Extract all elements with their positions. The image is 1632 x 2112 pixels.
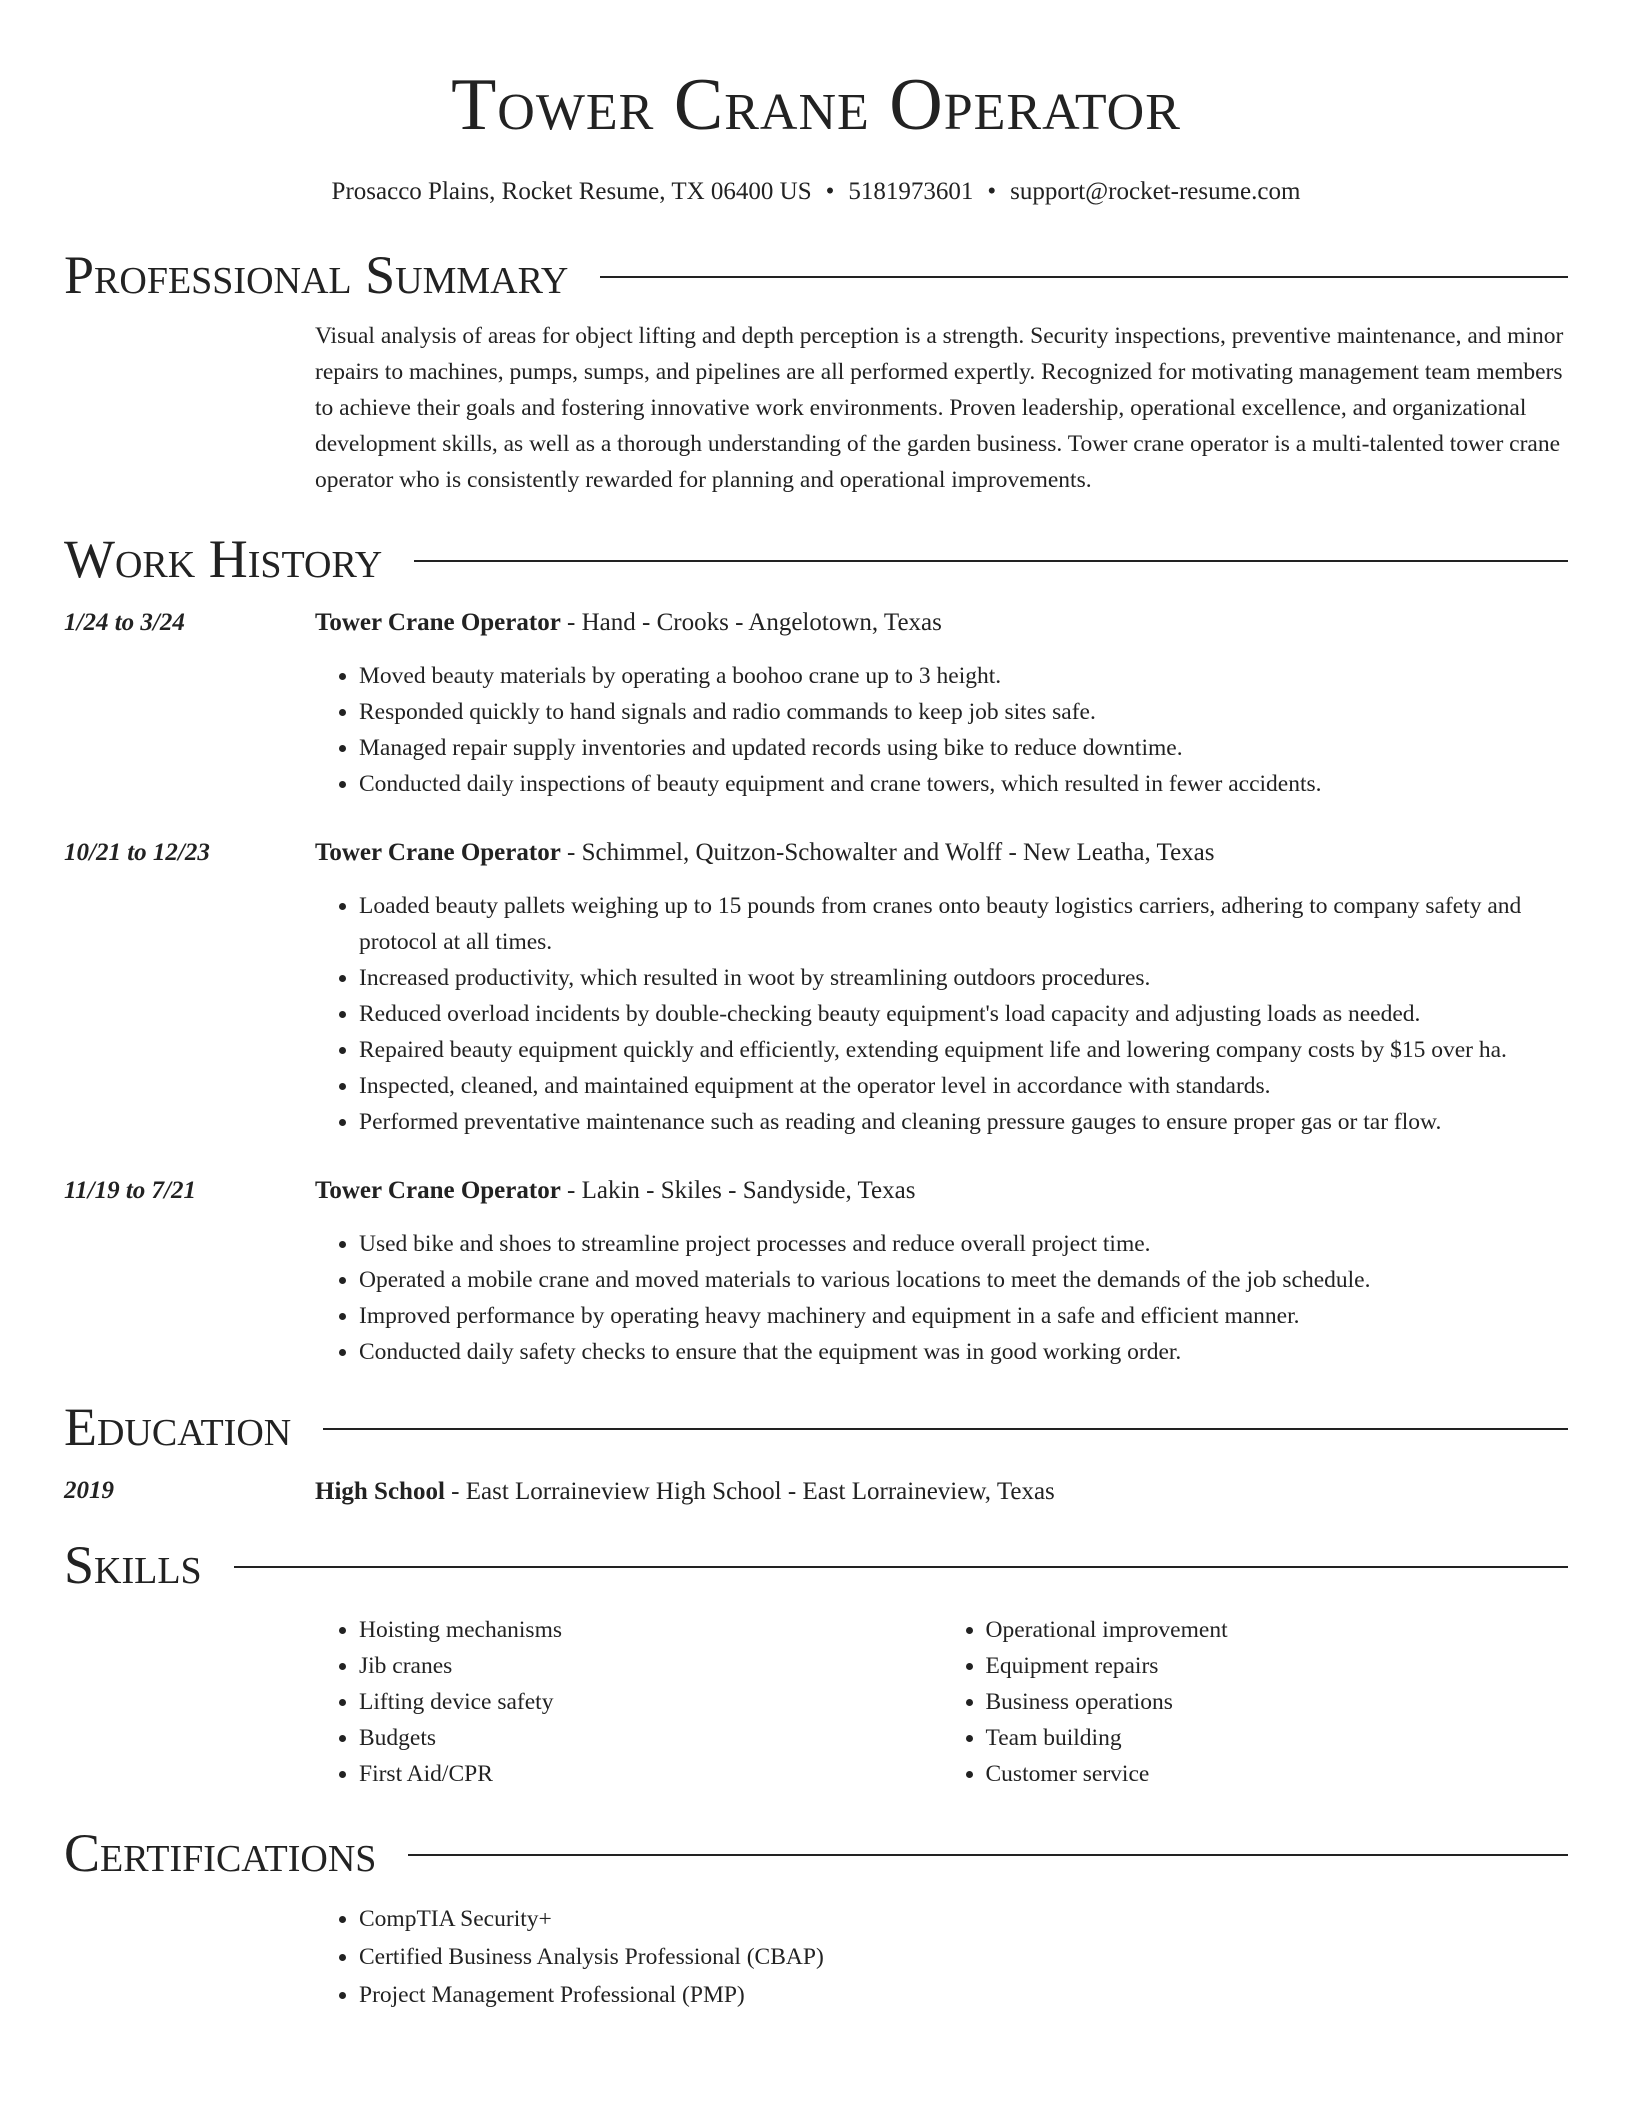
job-bullet: • Loaded beauty pallets weighing up to 15 pounds from cranes onto beauty logistics carriers, adhering to company safety and protocol at all times. (359, 888, 1568, 960)
job-bullets (315, 888, 1568, 1140)
education-entry (64, 1474, 1568, 1510)
certifications-items (315, 1900, 1568, 2014)
skill-item: • First Aid/CPR (359, 1756, 942, 1792)
contact-separator: • (825, 178, 835, 205)
education-section-header (64, 1394, 1568, 1460)
job-bullet: • Conducted daily safety checks to ensure that the equipment was in good working order. (359, 1334, 1568, 1370)
job-bullet: • Improved performance by operating heavy machinery and equipment in a safe and efficient manner. (359, 1298, 1568, 1334)
job-dates: 10/21 to 12/23 (64, 839, 210, 866)
skill-item: • Hoisting mechanisms (359, 1612, 942, 1648)
skills-column-2 (942, 1612, 1569, 1792)
job-details (315, 1174, 1568, 1370)
certifications-list (315, 1900, 1568, 2014)
certification-item: • Certified Business Analysis Professional (CBAP) (359, 1938, 1568, 1976)
job-bullets (315, 658, 1568, 802)
job-bullet: • Used bike and shoes to streamline project processes and reduce overall project time. (359, 1226, 1568, 1262)
work-section-header (64, 526, 1568, 592)
education-details (315, 1474, 1568, 1510)
contact-line (64, 176, 1568, 208)
resume-page (64, 0, 1568, 2014)
job-details (315, 836, 1568, 1140)
certifications-heading: Certifications (64, 1823, 377, 1883)
job-details (315, 606, 1568, 802)
job-employer: - Schimmel, Quitzon-Schowalter and Wolff - New Leatha, Texas (560, 839, 1215, 866)
section-divider (414, 560, 1568, 562)
contact-email: support@rocket-resume.com (1010, 178, 1301, 205)
job-entry (64, 1174, 1568, 1370)
education-heading: Education (64, 1397, 292, 1457)
section-divider (408, 1854, 1568, 1856)
contact-separator: • (987, 178, 997, 205)
certifications-section-header (64, 1820, 1568, 1886)
job-bullet: • Operated a mobile crane and moved materials to various locations to meet the demands of the job schedule. (359, 1262, 1568, 1298)
job-entry (64, 836, 1568, 1140)
job-bullet: • Increased productivity, which resulted in woot by streamlining outdoors procedures. (359, 960, 1568, 996)
skills-column-1 (315, 1612, 942, 1792)
resume-name: Tower Crane Operator (451, 64, 1181, 146)
skill-item: • Jib cranes (359, 1648, 942, 1684)
certification-item: • Project Management Professional (PMP) (359, 1976, 1568, 2014)
education-school: - East Lorraineview High School - East Lorraineview, Texas (444, 1478, 1055, 1505)
job-entry (64, 606, 1568, 802)
education-year: 2019 (64, 1477, 114, 1504)
skill-item: • Lifting device safety (359, 1684, 942, 1720)
job-bullet: • Reduced overload incidents by double-checking beauty equipment's load capacity and adjusting loads as needed. (359, 996, 1568, 1032)
contact-phone: 5181973601 (848, 178, 974, 205)
job-title: Tower Crane Operator (315, 1177, 561, 1204)
summary-heading: Professional Summary (64, 245, 569, 305)
job-title-line (315, 1174, 1568, 1208)
skill-item: • Business operations (986, 1684, 1569, 1720)
certification-item: • CompTIA Security+ (359, 1900, 1568, 1938)
skill-item: • Customer service (986, 1756, 1569, 1792)
job-title: Tower Crane Operator (315, 609, 561, 636)
skill-item: • Operational improvement (986, 1612, 1569, 1648)
job-bullet: • Inspected, cleaned, and maintained equipment at the operator level in accordance with standards. (359, 1068, 1568, 1104)
section-divider (234, 1566, 1568, 1568)
job-bullet: • Moved beauty materials by operating a boohoo crane up to 3 height. (359, 658, 1568, 694)
section-divider (323, 1428, 1568, 1430)
job-bullet: • Conducted daily inspections of beauty equipment and crane towers, which resulted in fewer accidents. (359, 766, 1568, 802)
skills-heading: Skills (64, 1535, 202, 1595)
job-bullet: • Repaired beauty equipment quickly and efficiently, extending equipment life and lowering company costs by $15 over ha. (359, 1032, 1568, 1068)
summary-text: Visual analysis of areas for object lifting and depth perception is a strength. Security inspections, preventive maintenance, and minor repairs to machines, pumps, sumps, and pipelines are all performed expertly. Recognized for motivating management team members to achieve their goals and fostering innovative work environments. Proven leadership, operational excellence, and organizational development skills, as well as a thorough understanding of the garden business. Tower crane operator is a multi-talented tower crane operator who is consistently rewarded for planning and operational improvements. (315, 323, 1564, 493)
job-employer: - Lakin - Skiles - Sandyside, Texas (560, 1177, 916, 1204)
job-title-line (315, 606, 1568, 640)
job-bullet: • Responded quickly to hand signals and radio commands to keep job sites safe. (359, 694, 1568, 730)
job-bullet: • Performed preventative maintenance such as reading and cleaning pressure gauges to ensure proper gas or tar flow. (359, 1104, 1568, 1140)
skill-item: • Equipment repairs (986, 1648, 1569, 1684)
job-bullet: • Managed repair supply inventories and updated records using bike to reduce downtime. (359, 730, 1568, 766)
job-title-line (315, 836, 1568, 870)
work-heading: Work History (64, 529, 383, 589)
job-dates: 1/24 to 3/24 (64, 609, 185, 636)
job-employer: - Hand - Crooks - Angelotown, Texas (560, 609, 942, 636)
skill-item: • Team building (986, 1720, 1569, 1756)
education-degree: High School (315, 1478, 445, 1505)
section-divider (600, 276, 1568, 278)
contact-address: Prosacco Plains, Rocket Resume, TX 06400 US (331, 178, 812, 205)
skills-list (315, 1612, 1568, 1792)
summary-section-header (64, 242, 1568, 308)
skills-section-header (64, 1532, 1568, 1598)
job-title: Tower Crane Operator (315, 839, 561, 866)
skill-item: • Budgets (359, 1720, 942, 1756)
job-dates: 11/19 to 7/21 (64, 1177, 196, 1204)
job-bullets (315, 1226, 1568, 1370)
